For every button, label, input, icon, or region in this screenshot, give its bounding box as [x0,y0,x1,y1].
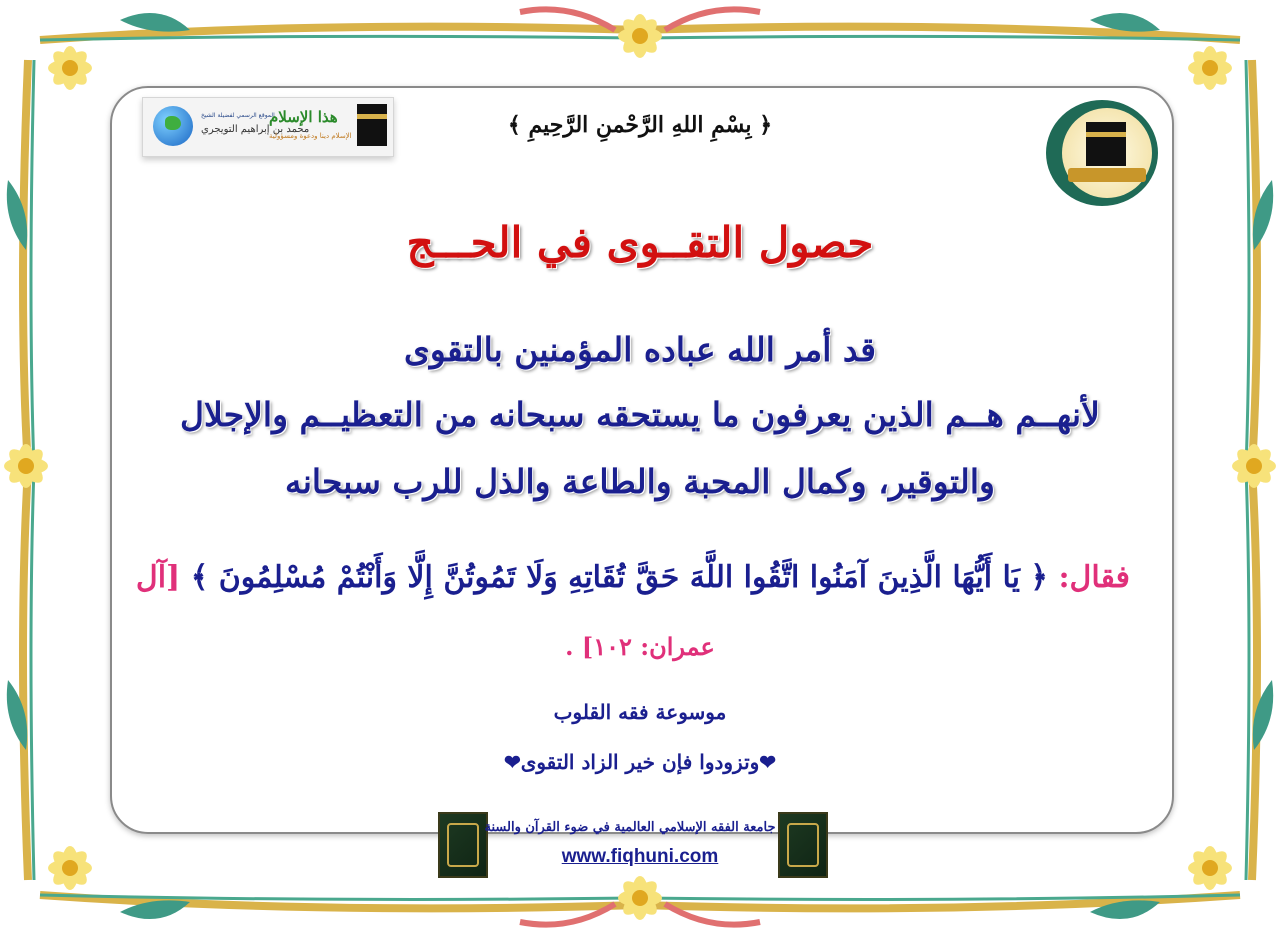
verse-reference-end: عمران: ١٠٢] . [565,632,715,661]
university-name: جامعة الفقه الإسلامي العالمية في ضوء القرآن والسنة [484,820,776,835]
banner-caption: الموقع الرسمي لفضيلة الشيخ [201,112,275,119]
quran-verse [135,560,1130,595]
body-line-2: لأنهــم هــم الذين يعرفون ما يستحقه سبحانه من التعظيــم والإجلال [180,395,1100,434]
banner-site-name: هذا الإسلام [269,108,338,126]
website-link[interactable]: www.fiqhuni.com [561,846,719,867]
source-title: موسوعة فقه القلوب [553,700,727,724]
body-line-1: قد أمر الله عباده المؤمنين بالتقوى [403,330,876,369]
motto: ❤وتزودوا فإن خير الزاد التقوى❤ [503,750,777,774]
verse-text: ﴿ يَا أَيُّهَا الَّذِينَ آمَنُوا اتَّقُوا اللَّهَ حَقَّ تُقَاتِهِ وَلَا تَمُوتُنَّ إِلَّا وَأَنْتُمْ مُسْلِمُونَ ﴾ [190,560,1049,595]
body-line-3: والتوقير، وكمال المحبة والطاعة والذل للرب سبحانه [285,462,995,501]
banner-author: محمد بن إبراهيم التويجري [201,124,310,135]
site-banner[interactable] [142,97,394,157]
kaaba-icon [357,104,387,146]
kaaba-icon [1086,122,1126,166]
globe-icon [153,106,193,146]
book-cover-icon [778,812,828,878]
verse-reference-start: [آل [135,560,181,595]
kaaba-emblem [1046,100,1158,206]
banner-slogan: الإسلام دينا ودعوة ومسؤولية [269,132,352,140]
basmala: ﴿ بِسْمِ اللهِ الرَّحْمنِ الرَّحِيمِ ﴾ [507,112,773,138]
page-title: حصول التقــوى في الحـــج [406,218,874,267]
verse-label: فقال: [1058,560,1130,595]
